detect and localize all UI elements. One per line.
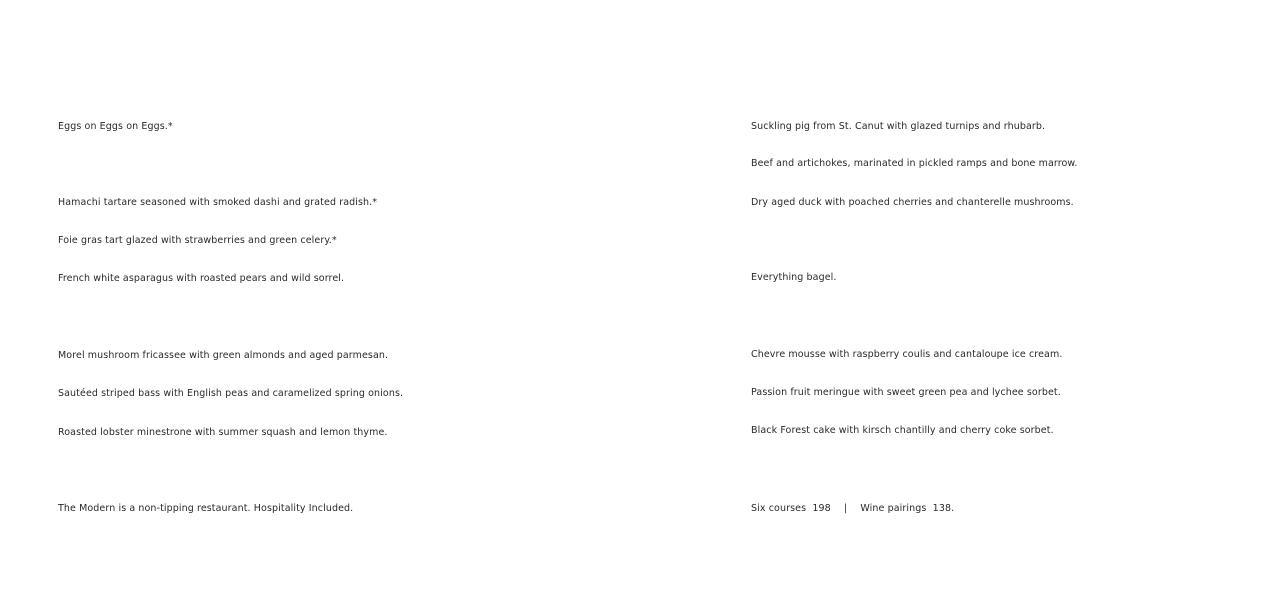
courses-price: 198 bbox=[812, 503, 831, 514]
menu-item: Morel mushroom fricassee with green almonds and aged parmesan. bbox=[58, 350, 389, 361]
menu-item: Foie gras tart glazed with strawberries and green celery.* bbox=[58, 235, 337, 246]
menu-item: Sautéed striped bass with English peas and caramelized spring onions. bbox=[58, 388, 404, 399]
price-separator: | bbox=[843, 503, 848, 514]
menu-item: French white asparagus with roasted pears and wild sorrel. bbox=[58, 273, 345, 284]
pricing-line bbox=[751, 503, 954, 515]
footer-note: The Modern is a non-tipping restaurant. Hospitality Included. bbox=[58, 503, 354, 514]
menu-item: Beef and artichokes, marinated in pickled ramps and bone marrow. bbox=[751, 158, 1078, 169]
menu-item: Black Forest cake with kirsch chantilly and cherry coke sorbet. bbox=[751, 425, 1054, 436]
menu-item: Hamachi tartare seasoned with smoked dashi and grated radish.* bbox=[58, 197, 378, 208]
menu-item: Chevre mousse with raspberry coulis and cantaloupe ice cream. bbox=[751, 349, 1063, 360]
pairing-label: Wine pairings bbox=[860, 503, 927, 514]
menu-item: Roasted lobster minestrone with summer squash and lemon thyme. bbox=[58, 427, 388, 438]
courses-label: Six courses bbox=[751, 503, 807, 514]
menu-item: Passion fruit meringue with sweet green pea and lychee sorbet. bbox=[751, 387, 1061, 398]
pairing-price: 138. bbox=[932, 503, 955, 514]
menu-item: Eggs on Eggs on Eggs.* bbox=[58, 121, 173, 132]
menu-item: Dry aged duck with poached cherries and chanterelle mushrooms. bbox=[751, 197, 1074, 208]
menu-item: Everything bagel. bbox=[751, 272, 837, 283]
menu-item: Suckling pig from St. Canut with glazed turnips and rhubarb. bbox=[751, 121, 1046, 132]
